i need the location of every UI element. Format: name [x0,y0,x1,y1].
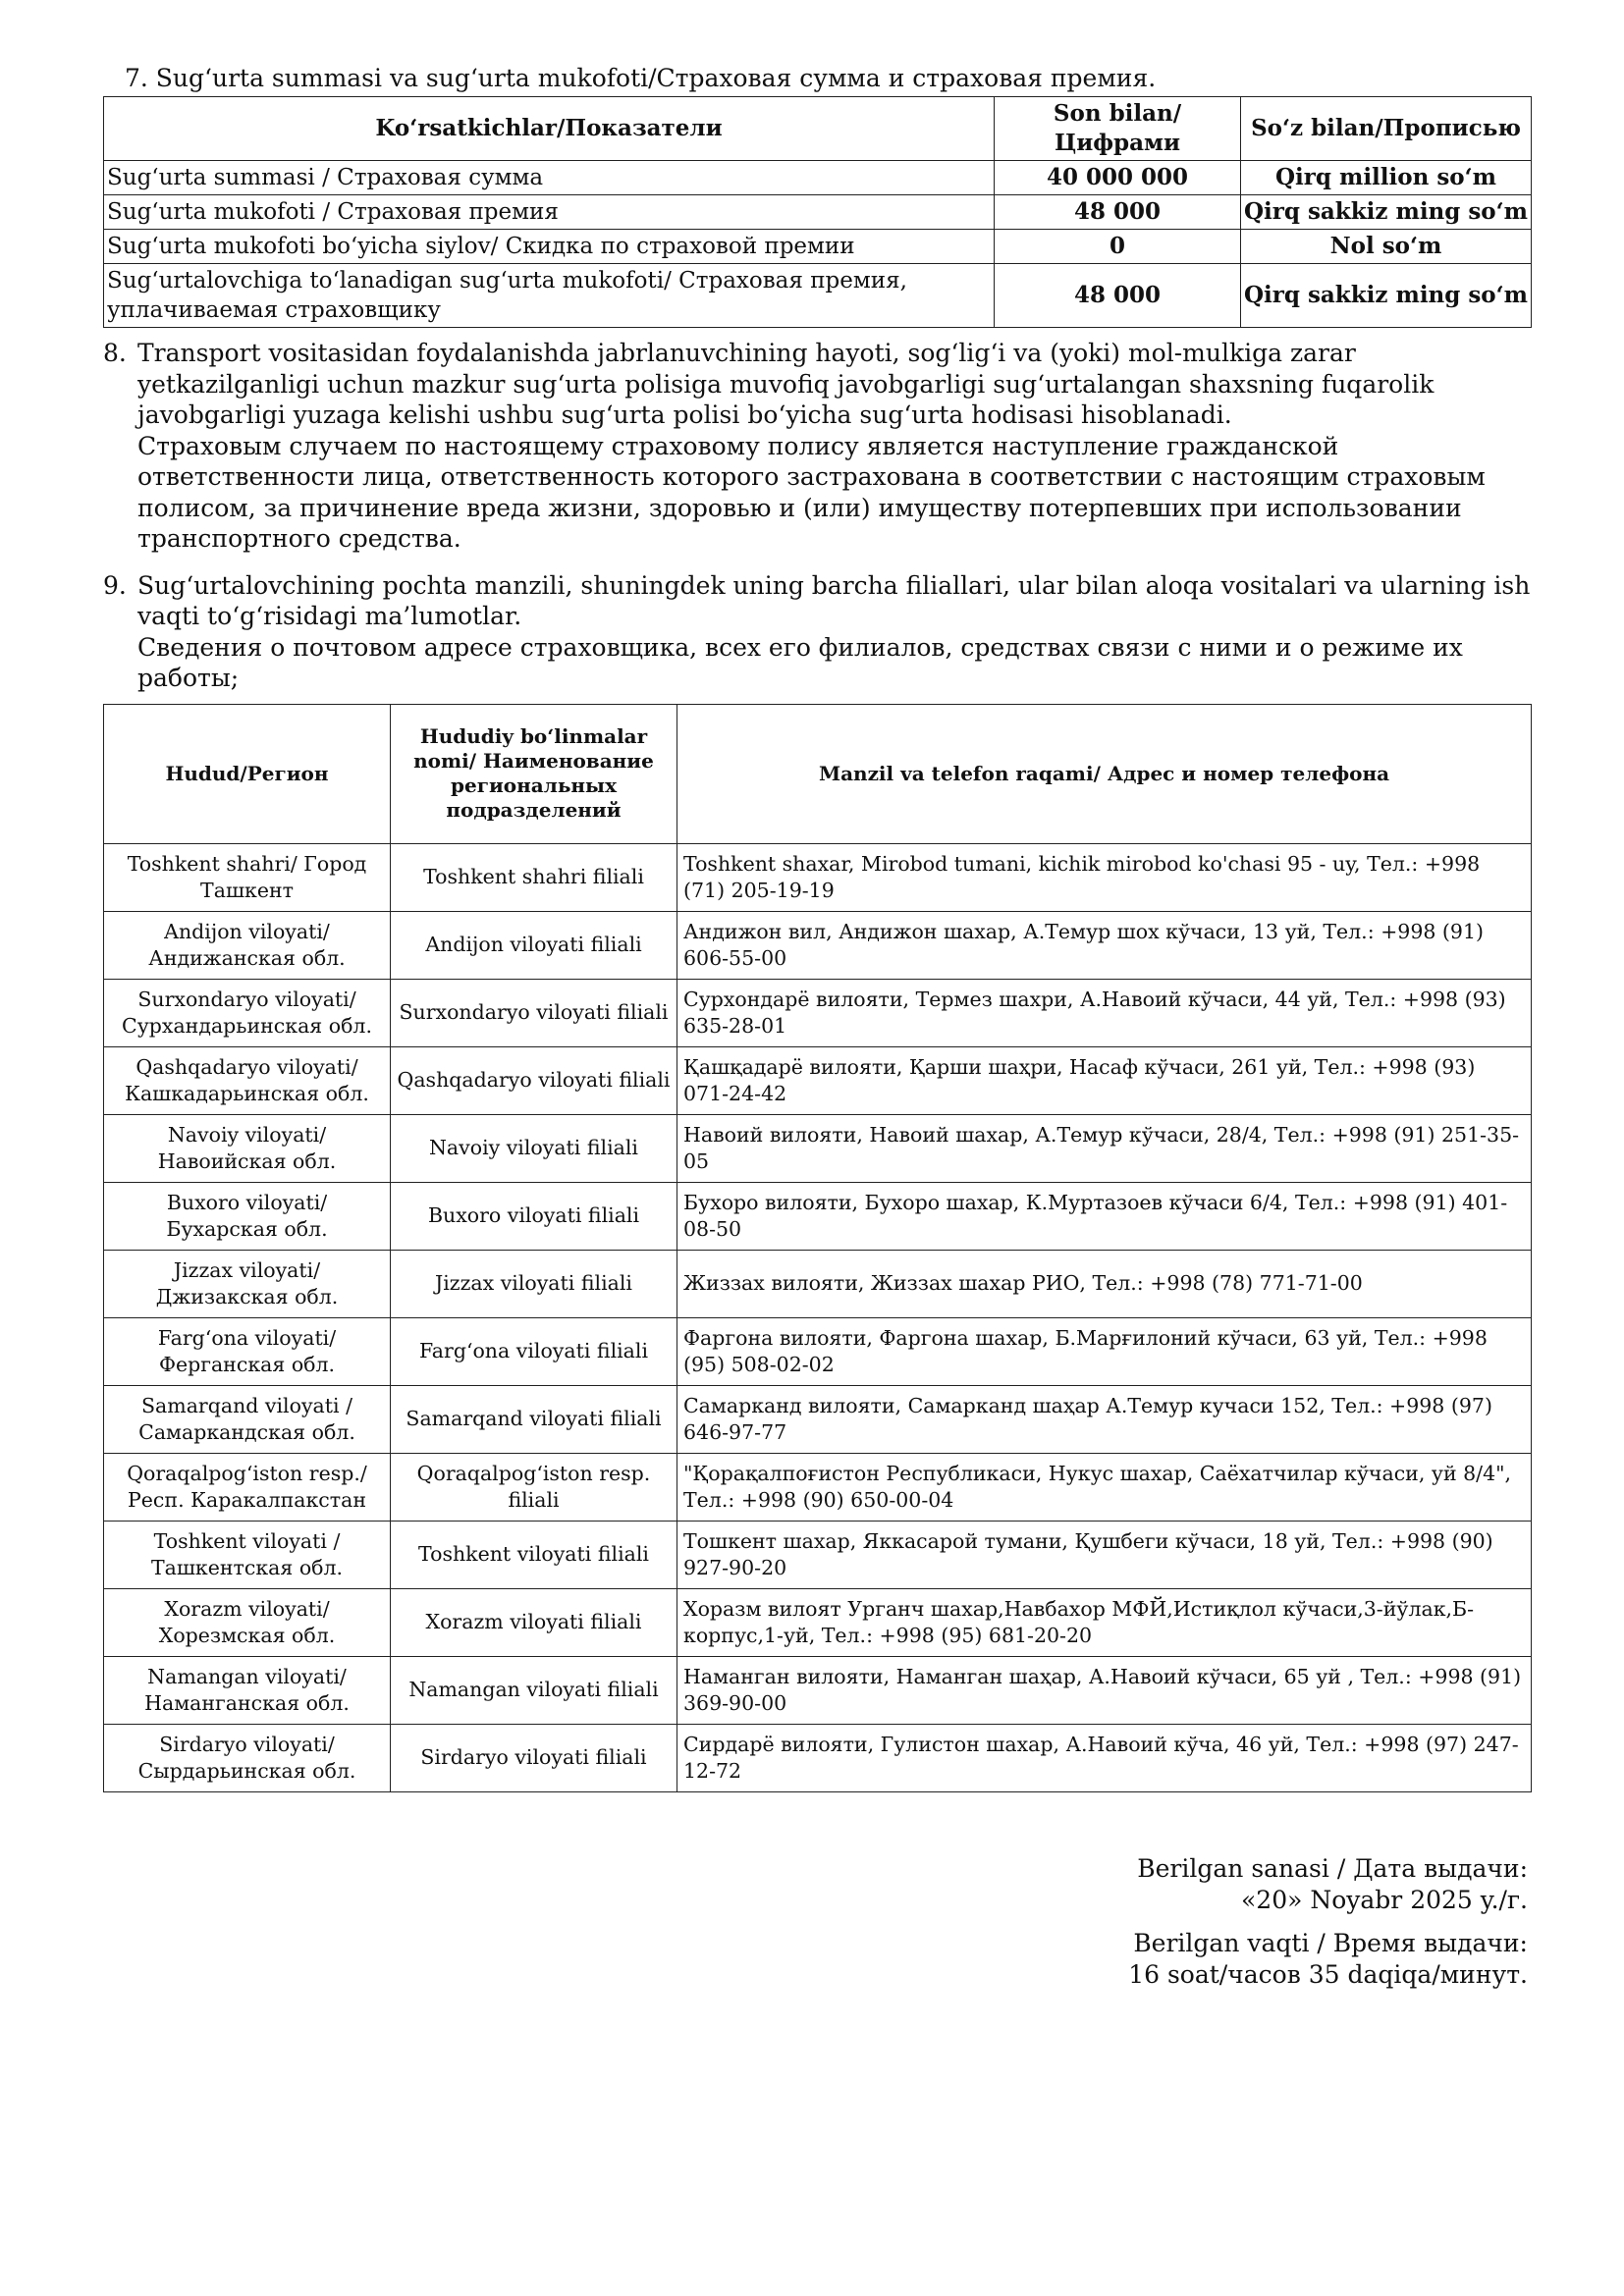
issue-time-block [103,1928,1528,1991]
branch-address: Toshkent shaxar, Mirobod tumani, kichik mirobod ko'chasi 95 - uy, Тел.: +998 (71) 205-19-19 [677,843,1532,911]
section9 [103,570,1532,694]
premium-table-header [104,97,1532,161]
branch-region: Buxoro viloyati/ Бухарская обл. [104,1182,391,1250]
branch-address: Сирдарё вилояти, Гулистон шахар, А.Навоий кўча, 46 уй, Тел.: +998 (97) 247-12-72 [677,1724,1532,1791]
premium-label: Sug‘urta mukofoti bo‘yicha siylov/ Скидка по страховой премии [104,230,995,264]
region-header: Hudud/Регион [104,704,391,843]
premium-number: 0 [995,230,1241,264]
branch-row [104,1724,1532,1791]
branch-name: Andijon viloyati filiali [391,911,677,979]
branch-address: Фаргона вилояти, Фаргона шахар, Б.Марғилоний кўчаси, 63 уй, Тел.: +998 (95) 508-02-02 [677,1317,1532,1385]
premium-words: Qirq million so‘m [1240,161,1531,195]
branch-name: Qashqadaryo viloyati filiali [391,1046,677,1114]
branch-row [104,1588,1532,1656]
premium-label: Sug‘urta mukofoti / Страховая премия [104,195,995,230]
section8-text-ru: Страховым случаем по настоящему страховому полису является наступление гражданской ответственности лица, ответственность которого застрахована в соответствии с настоящим страховым полисом, за причинение вреда жизни, здоровью и (или) имуществу потерпевших при использовании транспортного средства. [137,431,1486,553]
premium-row [104,264,1532,328]
words-header: So‘z bilan/Прописью [1240,97,1531,161]
branch-region: Xorazm viloyati/ Хорезмская обл. [104,1588,391,1656]
policy-page [103,63,1532,1991]
branch-name: Xorazm viloyati filiali [391,1588,677,1656]
branch-name: Toshkent shahri filiali [391,843,677,911]
branch-row [104,1114,1532,1182]
issue-date-label: Berilgan sanasi / Дата выдачи: [1137,1853,1528,1883]
branch-region: Toshkent viloyati / Ташкентская обл. [104,1521,391,1588]
section8-number: 8. [103,339,127,367]
branch-address: Тошкент шахар, Яккасарой тумани, Қушбеги кўчаси, 18 уй, Тел.: +998 (90) 927-90-20 [677,1521,1532,1588]
branch-name: Toshkent viloyati filiali [391,1521,677,1588]
branch-row [104,1385,1532,1453]
branch-address: "Қорақалпоғистон Республикаси, Нукус шахар, Саёхатчилар кўчаси, уй 8/4", Тел.: +998 (90) 650-00-04 [677,1453,1532,1521]
branch-address: Жиззах вилояти, Жиззах шахар РИО, Тел.: +998 (78) 771-71-00 [677,1250,1532,1317]
branch-region: Namangan viloyati/ Наманганская обл. [104,1656,391,1724]
branch-region: Jizzax viloyati/ Джизакская обл. [104,1250,391,1317]
branch-row [104,1317,1532,1385]
premium-words: Qirq sakkiz ming so‘m [1240,264,1531,328]
section7-title: 7. Sug‘urta summasi va sug‘urta mukofoti/Страховая сумма и страховая премия. [125,64,1157,92]
issue-time-value: 16 soat/часов 35 daqiqa/минут. [1128,1959,1528,1989]
branch-region: Andijon viloyati/ Андижанская обл. [104,911,391,979]
branch-name: Sirdaryo viloyati filiali [391,1724,677,1791]
branch-name: Buxoro viloyati filiali [391,1182,677,1250]
branch-name: Farg‘ona viloyati filiali [391,1317,677,1385]
branch-name: Navoiy viloyati filiali [391,1114,677,1182]
branch-name: Namangan viloyati filiali [391,1656,677,1724]
branches-table-header [104,704,1532,843]
branch-row [104,1453,1532,1521]
issue-time-label: Berilgan vaqti / Время выдачи: [1133,1928,1528,1957]
branch-region: Sirdaryo viloyati/ Сырдарьинская обл. [104,1724,391,1791]
section8-text-uz: Transport vositasidan foydalanishda jabrlanuvchining hayoti, sog‘lig‘i va (yoki) mol-mulkiga zarar yetkazilganligi uchun mazkur sug‘urta polisiga muvofiq javobgarligi sug‘urtalangan shaxsning fuqarolik javobgarligi yuzaga kelishi ushbu sug‘urta polisi bo‘yicha sug‘urta hodisasi hisoblanadi. [137,339,1435,429]
issue-date-block [103,1853,1528,1916]
premium-number: 48 000 [995,264,1241,328]
branch-address: Наманган вилояти, Наманган шаҳар, А.Навоий кўчаси, 65 уй , Тел.: +998 (91) 369-90-00 [677,1656,1532,1724]
branch-name: Surxondaryo viloyati filiali [391,979,677,1046]
premium-label: Sug‘urta summasi / Страховая сумма [104,161,995,195]
branch-address: Навоий вилояти, Навоий шахар, А.Темур кўчаси, 28/4, Тел.: +998 (91) 251-35-05 [677,1114,1532,1182]
section9-text-ru: Сведения о почтовом адресе страховщика, всех его филиалов, средствах связи с ними и о режиме их работы; [137,632,1463,692]
premium-table [103,96,1532,328]
address-header: Manzil va telefon raqami/ Адрес и номер телефона [677,704,1532,843]
section8 [103,338,1532,555]
branch-address: Бухоро вилояти, Бухоро шахар, К.Муртазоев кўчаси 6/4, Тел.: +998 (91) 401-08-50 [677,1182,1532,1250]
branch-address: Самарканд вилояти, Самарканд шаҳар А.Темур кучаси 152, Тел.: +998 (97) 646-97-77 [677,1385,1532,1453]
branch-name: Samarqand viloyati filiali [391,1385,677,1453]
issue-info [103,1853,1532,1991]
premium-words: Nol so‘m [1240,230,1531,264]
branch-region: Navoiy viloyati/ Навоийская обл. [104,1114,391,1182]
branch-row [104,1182,1532,1250]
premium-number: 48 000 [995,195,1241,230]
branch-name: Qoraqalpog‘iston resp. filiali [391,1453,677,1521]
branch-row [104,1656,1532,1724]
branch-row [104,911,1532,979]
branch-row [104,1521,1532,1588]
indicator-header: Ko‘rsatkichlar/Показатели [104,97,995,161]
branches-table [103,704,1532,1792]
branch-row [104,979,1532,1046]
section9-text-uz: Sug‘urtalovchining pochta manzili, shuningdek uning barcha filiallari, ular bilan aloqa vositalari va ularning ish vaqti to‘g‘risidagi ma’lumotlar. [137,570,1531,630]
branch-region: Qashqadaryo viloyati/ Кашкадарьинская обл. [104,1046,391,1114]
branch-region: Qoraqalpog‘iston resp./ Респ. Каракалпакстан [104,1453,391,1521]
premium-number: 40 000 000 [995,161,1241,195]
branch-row [104,843,1532,911]
branch-row [104,1250,1532,1317]
premium-row [104,230,1532,264]
premium-row [104,161,1532,195]
branch-address: Андижон вил, Андижон шахар, А.Темур шох кўчаси, 13 уй, Тел.: +998 (91) 606-55-00 [677,911,1532,979]
digits-header: Son bilan/Цифрами [995,97,1241,161]
branch-address: Хоразм вилоят Урганч шахар,Навбахор МФЙ,Истиқлол кўчаси,3-йўлак,Б-корпус,1-уй, Тел.: +998 (95) 681-20-20 [677,1588,1532,1656]
branch-row [104,1046,1532,1114]
issue-date-value: «20» Noyabr 2025 y./г. [1241,1885,1528,1914]
premium-words: Qirq sakkiz ming so‘m [1240,195,1531,230]
branch-region: Toshkent shahri/ Город Ташкент [104,843,391,911]
premium-label: Sug‘urtalovchiga to‘lanadigan sug‘urta mukofoti/ Страховая премия, уплачиваемая страховщику [104,264,995,328]
branch-header: Hududiy bo‘linmalar nomi/ Наименование региональных подразделений [391,704,677,843]
branch-address: Сурхондарё вилояти, Термез шахри, А.Навоий кўчаси, 44 уй, Тел.: +998 (93) 635-28-01 [677,979,1532,1046]
premium-row [104,195,1532,230]
branch-region: Farg‘ona viloyati/ Ферганская обл. [104,1317,391,1385]
branch-name: Jizzax viloyati filiali [391,1250,677,1317]
branch-region: Surxondaryo viloyati/ Сурхандарьинская обл. [104,979,391,1046]
branch-region: Samarqand viloyati / Самаркандская обл. [104,1385,391,1453]
branch-address: Қашқадарё вилояти, Қарши шаҳри, Насаф кўчаси, 261 уй, Тел.: +998 (93) 071-24-42 [677,1046,1532,1114]
section9-number: 9. [103,570,127,600]
